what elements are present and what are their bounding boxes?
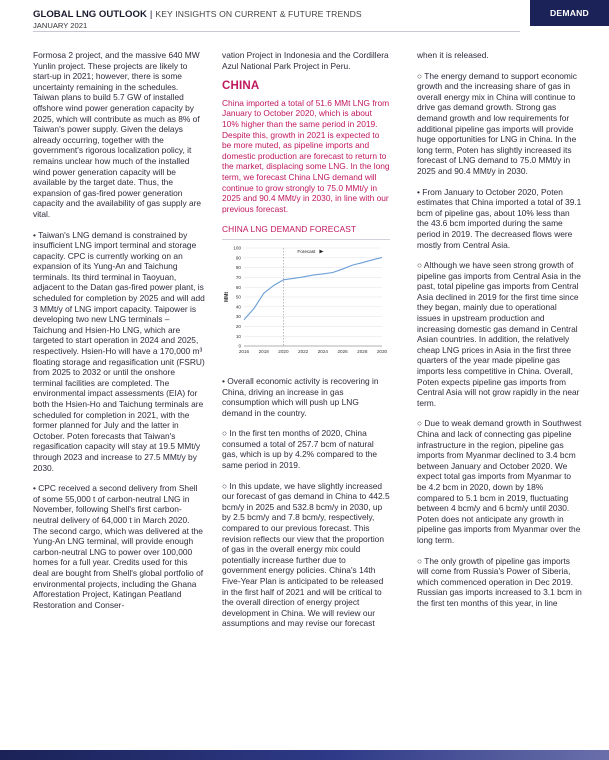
x-tick-label: 2024 — [317, 348, 328, 354]
chart-divider — [222, 239, 390, 240]
report-title: GLOBAL LNG OUTLOOK — [33, 9, 147, 20]
sub-bullet-central-asia: ○ Although we have seen strong growth of pipeline gas imports from Central Asia in the past, total pipeline gas imports from Central Asia declined in 2019 for the first time since they began, mainly due to operational issues in upstream production and increasing domestic gas demand in Central Asian countries. In addition, the relatively cheap LNG prices in Asia in the first three quarters of the year made pipeline gas imports less competitive in China. Overall, Poten expects pipeline gas imports from Central Asia will not grow rapidly in the near term. — [417, 260, 581, 408]
bullet-taiwan-terminals: • Taiwan's LNG demand is constrained by insufficient LNG import terminal and storage capacity. CPC is currently working on an expansion of its Yung-An and Taichung terminals. Its third terminal in Taoyuan, adjacent to the Datan gas-fired power plant, is scheduled for completion by 2025 and will add 3 MMt/y of LNG import capacity. Taipower is developing two new LNG terminals – Taichung and Hsien-Ho LNG, which are targeted to start operation in 2024 and 2025, respectively. Hsien-Ho will have a 170,000 m³ floating storage and regasification unit (FSRU) from 2025 to 2032 or until the onshore terminal facilities are completed. The environmental impact assessments (EIA) for both the Hsien-Ho and Taichung terminals are scheduled for completion in 2021, with the former planned for July and the latter in October. Poten forecasts that Taiwan's regasification capacity will stay at 19.5 MMt/y through 2023 and increase to 27.5 MMt/y by 2030. — [33, 229, 205, 473]
forecast-label: Forecast — [297, 248, 316, 254]
china-lng-demand-chart — [222, 242, 390, 360]
title-separator: | — [149, 9, 153, 20]
report-date: JANUARY 2021 — [33, 21, 88, 30]
sub-bullet-forecast-revision: ○ In this update, we have slightly increased our forecast of gas demand in China to 442.5 bcm/y in 2025 and 532.8 bcm/y in 2030, up by 2.5 bcm/y and 7.8 bcm/y, respectively, compared to our previous forecast. This revision reflects our view that the proportion of gas in the overall energy mix could potentially increase further due to government energy policies. China's 14th Five-Year Plan is anticipated to be released in the first half of 2021 and will be critical to the overall direction of energy project development in China. We will review our assumptions and may revise our forecast — [222, 480, 390, 629]
footer-bar — [0, 750, 609, 760]
bullet-carbon-neutral-lng: • CPC received a second delivery from Shell of some 55,000 t of carbon-neutral LNG in November, following Shell's first carbon-neutral delivery of 64,000 t in March 2020. The second cargo, which was delivered at the Yung-An LNG terminal, will provide enough carbon-neutral LNG to power over 100,000 homes for a full year. Credits used for this deal are bought from Shell's global portfolio of environmental projects, including the Ghana Afforestation Project, Katingan Peatland Restoration and Conser- — [33, 483, 204, 610]
x-tick-label: 2030 — [376, 348, 388, 354]
paragraph-continuation-2: when it is released. — [417, 50, 489, 60]
sub-bullet-energy-demand: ○ The energy demand to support economic growth and the increasing share of gas in overall energy mix in China will continue to drive gas demand growth. Strong gas demand growth and low requirements for additional pipeline gas imports will provide huge opportunities for LNG in China. In the long term, Poten has slightly increased its forecast of LNG demand to 75.0 MMt/y in 2025 and 90.4 MMt/y in 2030. — [417, 70, 577, 176]
china-intro-summary: China imported a total of 51.6 MMt LNG from January to October 2020, which is about 10% higher than the same period in 2019. Despite this, growth in 2021 is expected to be more muted, as pipeline imports and domestic production are forecast to return to the market, displacing some LNG. In the long term, we forecast China LNG demand will continue to grow strongly to 75.0 MMt/y in 2025 and 90.4 MMt/y in 2030, in line with our previous forecast. — [222, 97, 390, 214]
paragraph-taiwan-wind: Formosa 2 project, and the massive 640 MW Yunlin project. These projects are likely to start-up in 2021; however, there is some uncertainty remaining in the schedules. Taiwan plans to build 5.7 GW of installed offshore wind power generation capacity by 2025, which will contribute as much as 8% of Taiwan's power supply. Given the delays already occurring, together with the government's rigorous localization policy, it remains unclear how much of the installed wind power generation capacity will be available by the target date. Thus, the expansion of gas-fired power generation capacity and the availability of gas supply are vital. — [33, 50, 202, 219]
y-tick-label: 70 — [235, 274, 241, 280]
x-tick-label: 2018 — [258, 348, 269, 354]
y-tick-label: 0 — [238, 343, 241, 349]
y-tick-label: 90 — [235, 255, 241, 261]
demand-series-line — [244, 257, 382, 319]
y-axis-label: MMt — [224, 291, 230, 302]
y-tick-label: 20 — [235, 323, 241, 329]
sub-bullet-gas-consumption: ○ In the first ten months of 2020, China consumed a total of 257.7 bcm of natural gas, which is up by 4.2% compared to the same period in 2019. — [222, 428, 378, 471]
y-tick-label: 10 — [235, 333, 241, 339]
sub-bullet-myanmar: ○ Due to weak demand growth in Southwest China and lack of connecting gas pipeline infrastructure in the region, pipeline gas imports from Myanmar declined to 3.4 bcm between January and October 2020. We expect total gas imports from Myanmar to be 4.2 bcm in 2020, down by 18% compared to 5.1 bcm in 2019, fluctuating between 4 bcm/y and 6 bcm/y until 2030. Poten does not anticipate any growth in pipeline gas imports from Myanmar over the long term. — [417, 418, 582, 545]
bullet-economic-activity: • Overall economic activity is recovering in China, driving an increase in gas consumption which will push up LNG demand in the country. — [222, 375, 379, 418]
x-tick-label: 2022 — [298, 348, 309, 354]
y-tick-label: 100 — [233, 245, 241, 251]
chart-canvas — [222, 242, 390, 360]
y-tick-label: 60 — [235, 284, 241, 290]
chart-title: CHINA LNG DEMAND FORECAST — [222, 224, 357, 235]
y-tick-label: 30 — [235, 314, 241, 320]
x-tick-label: 2016 — [238, 348, 250, 354]
x-tick-label: 2026 — [337, 348, 348, 354]
section-tag: DEMAND — [530, 0, 609, 26]
column-3 — [417, 50, 582, 619]
y-tick-label: 40 — [235, 304, 241, 310]
forecast-arrow-icon — [319, 250, 323, 254]
x-tick-label: 2028 — [357, 348, 368, 354]
paragraph-continuation: vation Project in Indonesia and the Cordillera Azul National Park Project in Peru. — [222, 50, 389, 71]
bullet-pipeline-imports: • From January to October 2020, Poten estimates that China imported a total of 39.1 bcm of pipeline gas, about 10% less than the 43.6 bcm imported during the same period in 2019. The decreased flows were mostly from Central Asia. — [417, 186, 582, 250]
column-1 — [33, 50, 205, 620]
y-tick-label: 50 — [235, 294, 241, 300]
report-title-line — [33, 9, 362, 20]
page-header — [0, 0, 609, 40]
report-subtitle: KEY INSIGHTS ON CURRENT & FUTURE TRENDS — [155, 9, 362, 19]
y-tick-label: 80 — [235, 265, 241, 271]
header-divider — [33, 31, 520, 32]
column-2 — [222, 50, 390, 639]
sub-bullet-russia: ○ The only growth of pipeline gas imports will come from Russia's Power of Siberia, which commenced operation in Dec 2019. Russian gas imports increased to 3.1 bcm in the first ten months of this year, in line — [417, 555, 582, 608]
section-heading-china: CHINA — [222, 80, 260, 93]
x-tick-label: 2020 — [278, 348, 289, 354]
